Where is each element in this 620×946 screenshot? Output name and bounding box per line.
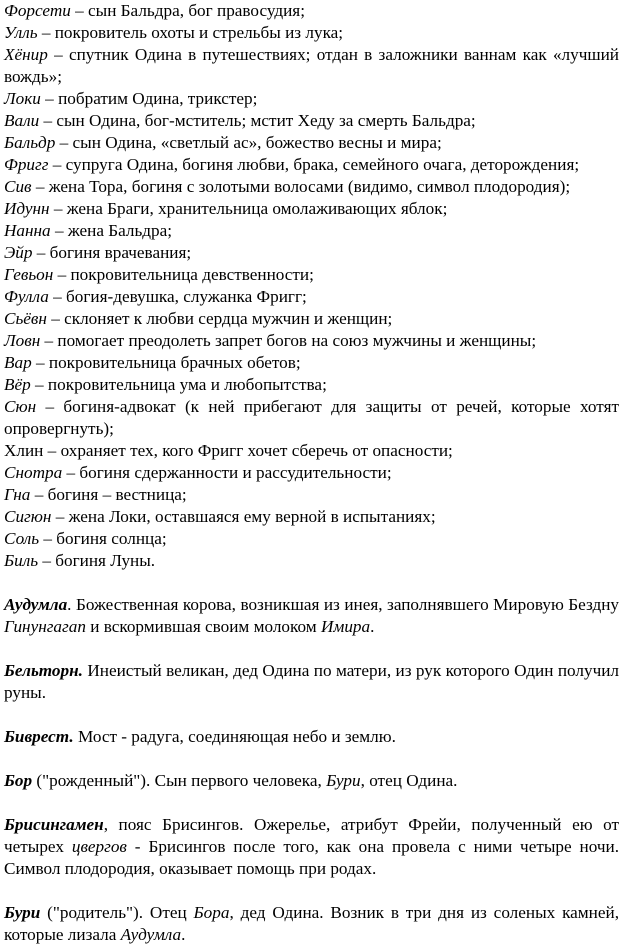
deity-name: Снотра	[4, 463, 63, 482]
gods-list	[4, 0, 619, 572]
deity-name: Вёр	[4, 375, 31, 394]
list-item: Сюн – богиня-адвокат (к ней прибегают для защиты от речей, которые хотят опровергнуть);	[4, 397, 619, 438]
list-item: Сив – жена Тора, богиня с золотыми волосами (видимо, символ плодородия);	[4, 177, 571, 196]
entry-term: Бури	[4, 903, 41, 922]
list-item: Фулла – богия-девушка, служанка Фригг;	[4, 287, 307, 306]
deity-name: Гна	[4, 485, 31, 504]
list-item: Хёнир – спутник Одина в путешествиях; отдан в заложники ваннам как «лучший вождь»;	[4, 45, 619, 86]
entry-term: Брисингамен	[4, 815, 104, 834]
list-item: Бальдр – сын Одина, «светлый ас», божество весны и мира;	[4, 133, 442, 152]
list-item: Вёр – покровительница ума и любопытства;	[4, 375, 327, 394]
entry-bivrest: Биврест. Мост - радуга, соединяющая небо и землю.	[4, 727, 396, 746]
deity-name: Соль	[4, 529, 40, 548]
entry-term: Биврест.	[4, 727, 74, 746]
list-item: Сигюн – жена Локи, оставшаяся ему верной в испытаниях;	[4, 507, 436, 526]
deity-name: Сюн	[4, 397, 37, 416]
list-item: Гна – богиня – вестница;	[4, 485, 187, 504]
deity-name: Фулла	[4, 287, 49, 306]
list-item: Хлин – охраняет тех, кого Фригг хочет сберечь от опасности;	[4, 441, 453, 460]
entry-brisingamen: Брисингамен, пояс Брисингов. Ожерелье, атрибут Фрейи, полученный ею от четырех цвергов - Брисингов после того, как она провела с ними четыре ночи. Символ плодородия, оказывает помощь при родах.	[4, 815, 620, 878]
deity-name: Сьёвн	[4, 309, 47, 328]
deity-name: Идунн	[4, 199, 50, 218]
deity-name: Ловн	[4, 331, 41, 350]
deity-name: Фригг	[4, 155, 49, 174]
deity-name: Локи	[4, 89, 41, 108]
entry-belthorn: Бельторн. Инеистый великан, дед Одина по матери, из рук которого Один получил руны.	[4, 661, 619, 702]
list-item: Нанна – жена Бальдра;	[4, 221, 173, 240]
list-item: Сьёвн – склоняет к любви сердца мужчин и женщин;	[4, 309, 393, 328]
list-item: Гевьон – покровительница девственности;	[4, 265, 314, 284]
entry-term: Аудумла	[4, 595, 68, 614]
list-item: Улль – покровитель охоты и стрельбы из лука;	[4, 23, 344, 42]
list-item: Идунн – жена Браги, хранительница омолаживающих яблок;	[4, 199, 448, 218]
deity-name: Биль	[4, 551, 39, 570]
list-item: Вали – сын Одина, бог-мститель; мстит Хеду за смерть Бальдра;	[4, 111, 476, 130]
list-item: Соль – богиня солнца;	[4, 529, 167, 548]
list-item: Форсети – сын Бальдра, бог правосудия;	[4, 1, 305, 20]
deity-name: Улль	[4, 23, 38, 42]
deity-name: Хёнир	[4, 45, 48, 64]
list-item: Локи – побратим Одина, трикстер;	[4, 89, 258, 108]
list-item: Ловн – помогает преодолеть запрет богов на союз мужчины и женщины;	[4, 331, 537, 350]
entry-term: Бельторн.	[4, 661, 83, 680]
deity-name: Сив	[4, 177, 32, 196]
deity-name: Вар	[4, 353, 32, 372]
deity-name: Эйр	[4, 243, 33, 262]
list-item: Биль – богиня Луны.	[4, 551, 156, 570]
deity-name: Вали	[4, 111, 40, 130]
list-item: Вар – покровительница брачных обетов;	[4, 353, 301, 372]
deity-name: Бальдр	[4, 133, 56, 152]
entry-audumla: Аудумла. Божественная корова, возникшая из инея, заполнявшего Мировую Бездну Гинунгагап и вскормившая своим молоком Имира.	[4, 595, 619, 636]
entry-bor: Бор ("рожденный"). Сын первого человека, Бури, отец Одина.	[4, 771, 458, 790]
entry-buri: Бури ("родитель"). Отец Бора, дед Одина. Возник в три дня из соленых камней, которые лизала Аудумла.	[4, 903, 619, 944]
deity-name: Форсети	[4, 1, 71, 20]
list-item: Фригг – супруга Одина, богиня любви, брака, семейного очага, деторождения;	[4, 155, 580, 174]
deity-name: Гевьон	[4, 265, 54, 284]
deity-name: Нанна	[4, 221, 51, 240]
entry-term: Бор	[4, 771, 33, 790]
list-item: Эйр – богиня врачевания;	[4, 243, 192, 262]
deity-name: Сигюн	[4, 507, 52, 526]
list-item: Снотра – богиня сдержанности и рассудительности;	[4, 463, 392, 482]
